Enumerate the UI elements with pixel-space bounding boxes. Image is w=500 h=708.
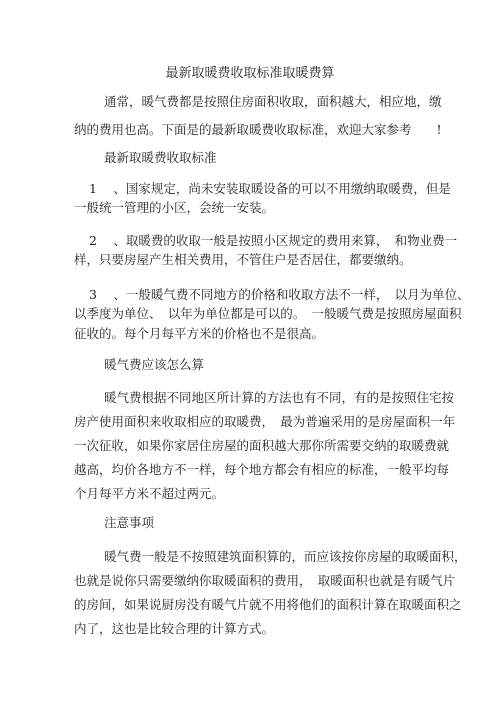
- calculation-line-1: 暖气费根据不同地区所计算的方法也有不同，有的是按照住宅按: [104, 390, 455, 405]
- calculation-line-3: 一次征收，如果你家居住房屋的面积越大那你所需要交纳的取暖费就: [74, 438, 450, 453]
- standard-item-1-line-1: 1 、国家规定，尚未安装取暖设备的可以不用缴纳取暖费，但是: [89, 181, 451, 196]
- calculation-line-5: 个月每平方米不超过两元。: [74, 486, 225, 501]
- notes-line-1: 暖气费一般是不按照建筑面积算的，而应该按你房屋的取暖面积，: [104, 549, 467, 564]
- standard-item-2-line-1: 2 、取暖费的收取一般是按照小区规定的费用来算， 和物业费一: [89, 233, 458, 248]
- section-heading-calculation: 暖气费应该怎么算: [104, 357, 205, 372]
- calculation-line-2: 房产使用面积来收取相应的取暖费， 最为普遍采用的是房屋面积一年: [74, 414, 456, 429]
- intro-line-1: 通常，暖气费都是按照住房面积收取，面积越大，相应地，缴: [104, 94, 442, 109]
- standard-item-3-line-3: 征收的。每个月每平方米的价格也不是很高。: [74, 326, 325, 341]
- standard-item-3-line-1: 3 、一般暖气费不同地方的价格和收取方法不一样， 以月为单位、: [89, 287, 470, 302]
- standard-item-2-line-2: 样，只要房屋产生相关费用，不管住户是否居住，都要缴纳。: [74, 252, 412, 267]
- notes-line-3: 的房间，如果说厨房没有暖气片就不用将他们的面积计算在取暖面积之: [74, 597, 462, 612]
- intro-line-2: 纳的费用也高。下面是的最新取暖费收取标准，欢迎大家参考 !: [74, 122, 442, 137]
- calculation-line-4: 越高，均价各地方不一样，每个地方都会有相应的标准，一般平均每: [74, 462, 450, 477]
- document-title: 最新取暖费收取标准取暖费算: [165, 66, 335, 81]
- notes-line-4: 内了，这也是比较合理的计算方式。: [74, 621, 275, 636]
- notes-line-2: 也就是说你只需要缴纳你取暖面积的费用， 取暖面积也就是有暖气片: [74, 573, 456, 588]
- section-heading-notes: 注意事项: [104, 515, 155, 530]
- section-heading-standard: 最新取暖费收取标准: [104, 150, 217, 165]
- standard-item-1-line-2: 一般统一管理的小区，会统一安装。: [74, 200, 275, 215]
- standard-item-3-line-2: 以季度为单位、 以年为单位都是可以的。 一般暖气费是按照房屋面积: [74, 306, 462, 321]
